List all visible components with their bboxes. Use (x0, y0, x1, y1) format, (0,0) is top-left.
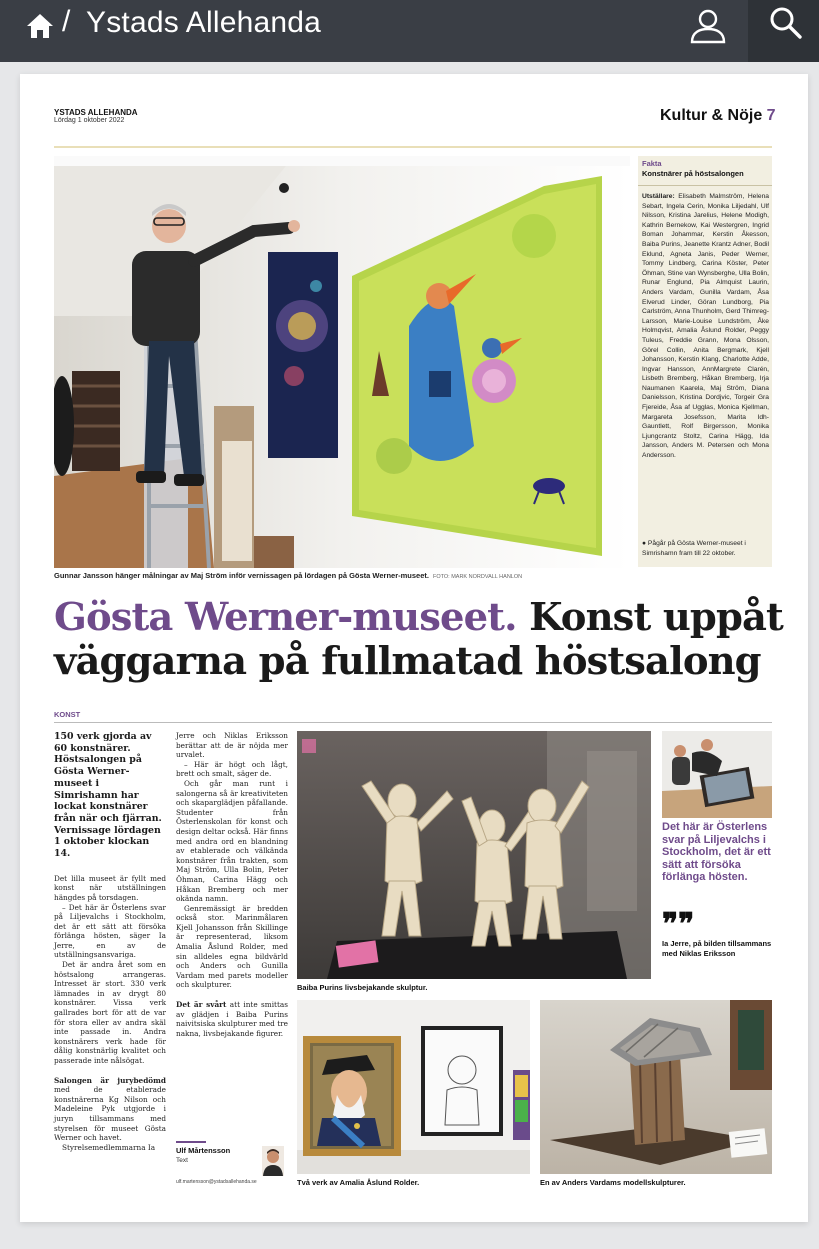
byline-name: Ulf Mårtensson (176, 1146, 231, 1155)
fakta-divider (638, 185, 772, 186)
section-label: KONST (54, 710, 81, 719)
article-subhead: Det är svårt (176, 1000, 227, 1010)
small-photo (662, 731, 772, 818)
main-photo-caption (54, 571, 522, 580)
app-title[interactable]: Ystads Allehanda (86, 6, 322, 39)
search-button[interactable] (748, 0, 819, 62)
newspaper-page (20, 74, 808, 1222)
section-title: Kultur & Nöje (660, 107, 763, 124)
paintings-photo (297, 1000, 530, 1174)
breadcrumb-separator: / (62, 5, 71, 38)
header-rule (54, 146, 772, 148)
top-bar (0, 0, 819, 62)
article-column-2 (176, 731, 288, 1038)
section-rule (54, 722, 772, 723)
headline-title: Konst uppåt väggarna på fullmatad höstsalong (54, 595, 783, 684)
fakta-label: Fakta (642, 159, 662, 168)
quote-source: Ia Jerre, på bilden tillsammans med Niklas Eriksson (662, 939, 772, 958)
headline (54, 596, 794, 684)
section-header (660, 107, 776, 125)
byline-rule (176, 1141, 206, 1143)
user-icon[interactable] (686, 4, 730, 48)
article-paragraph: med de etablerade konstnärerna Kg Nilson och Madeleine Pyk utgjorde i juryn tillsammans med styrelsen för museet Gösta Werner och havet. (54, 1085, 166, 1143)
fakta-title: Konstnärer på höstsalongen (642, 169, 744, 178)
article-paragraph: Jerre och Niklas Eriksson berättar att de är nöjda mer urvalet. (176, 731, 288, 760)
byline-email[interactable]: ulf.martensson@ystadsallehanda.se (176, 1179, 257, 1185)
photo-credit: FOTO: MARK NORDVALL HANLON (432, 574, 523, 580)
search-icon[interactable] (768, 5, 804, 41)
article-paragraph: Det är andra året som en höstsalong arrangeras. Intresset är stort. 330 verk lämnades in av drygt 80 konstnärer. Vissa verk gallrades bort för att de var för stora eller av andra skäl inte passade in. Andra konstnärers verk hade för dålig konstnärlig kvalitet och passerade inte nålsögat. (54, 960, 166, 1066)
paintings-caption: Två verk av Amalia Åslund Rolder. (297, 1178, 420, 1187)
fakta-lead: Utställare: (642, 193, 675, 200)
article-paragraph: Det lilla museet är fyllt med konst när utställningen hängdes på torsdagen. (54, 873, 166, 902)
byline-role: Text (176, 1157, 188, 1164)
pull-quote: Det här är Österlens svar på Liljevalchs i Stockholm, det är ett sätt att försöka förlänga hösten. (662, 821, 771, 883)
paper-date: Lördag 1 oktober 2022 (54, 117, 125, 124)
article-ingress: 150 verk gjorda av 60 konstnärer. Höstsalongen på Gösta Werner-museet i Simrishamn har lockat konstnärer från när och fjärran. Vernissage lördagen 1 oktober klockan 14. (54, 731, 162, 860)
article-paragraph: – Här är högt och lågt, brett och smalt, säger de. (176, 759, 288, 779)
article-paragraph: att inte smittas av glädjen i Baiba Purins naivitsiska skulpturer med tre nakna, livsbejakande figurer. (176, 1000, 288, 1038)
quote-mark-icon: ❞❞ (662, 907, 695, 942)
page-number: 7 (766, 107, 776, 124)
fakta-exhibitors: Elisabeth Malmström, Helena Sebart, Ingela Cerin, Monika Liljedahl, Ulf Nilsson, Kristina Jarelius, Helene Modigh, Kathrin Bernekow, Kai Westergren, Ingrid Boman Johammar, Kerstin Åkesson, Baiba Purins, Jeanette Krantz Adner, Bodil Eklund, Agneta Janis, Peder Werner, Tommy Lindberg, Carina Köster, Peter Öhman, Stine van Wynsberghe, Ulla Bolin, Runar Englund, Pia Almquist Laurin, Anders Vardam, Gunilla Vardam, Åsa Elverud Linder, Göran Lundborg, Pia Carlström, Anna Thunholm, Gerd Thimreg-Larsson, Marie-Louise Lundström, Åke Holmqvist, Amalia Åslund Rolder, Peggy Tuleus, Freddie Grann, Mona Olsson, Görel Collin, Anita Bergmark, Kjell Johansson, Kerstin Klang, Charlotte Adde, Ingvar Hansson, AnnMargrete Clarén, Lisbeth Bremberg, Håkan Bremberg, Irja Naumanen Kaarela, Maj Ström, Diana Danielsson, Kristina Dordjvic, Torgeir Gra Fjereide, Åsa af Ugglas, Monica Kjellman, Margareta Josefsson, Marita Idh-Gauntlett, Rolf Birgersson, Monika Ljungcrantz Stoltz, Carina Hägg, Ida Jansson, Anders M. Petersen och Mona Andersson. (642, 193, 770, 460)
paper-name: YSTADS ALLEHANDA (54, 108, 138, 117)
fakta-box (638, 156, 772, 567)
headline-kicker: Gösta Werner-museet. (54, 595, 517, 640)
fakta-body (642, 192, 769, 461)
model-photo (540, 1000, 772, 1174)
main-photo (54, 156, 630, 568)
sculpture-photo (297, 731, 651, 979)
article-paragraph: Och går man runt i salongerna så är kreativiteten och skaparglädjen påfallande. Studenter från Österlenskolan för konst och design deltar också. Här finns med andra ord en blandning av etablerade och välkända konstnärer från trakten, som Maj Ström, Ulla Bolin, Peter Öhman, Carina Hägg och Håkan Bremberg och mer okända namn. (176, 778, 288, 904)
article-paragraph: Styrelsemedlemmarna Ia (62, 1142, 156, 1152)
sculpture-caption: Baiba Purins livsbejakande skulptur. (297, 983, 428, 992)
article-paragraph: Genremässigt är bredden också stor. Marinmålaren Kjell Johansson från Skillinge är representerad, liksom Amalia Åslund Rolder, med sin alldeles egna bildvärld och Anders och Gunilla Vardam med parets modeller och skulpturer. (176, 903, 288, 990)
article-paragraph: – Det här är Österlens svar på Liljevalchs i Stockholm, det är ett sätt att försöka förlänga hösten, säger Ia Jerre, en av de utställningsansvariga. (54, 902, 166, 960)
fakta-note: ● Pågår på Gösta Werner-museet i Simrishamn fram till 22 oktober. (642, 540, 746, 557)
article-subhead: Salongen är jurybedömd (54, 1075, 166, 1085)
author-avatar (262, 1146, 284, 1176)
home-icon[interactable] (26, 12, 54, 40)
main-caption-text: Gunnar Jansson hänger målningar av Maj Ström inför vernissagen på lördagen på Gösta Werner-museet. (54, 571, 429, 580)
article-column-1 (54, 731, 166, 1152)
model-caption: En av Anders Vardams modellskulpturer. (540, 1178, 686, 1187)
